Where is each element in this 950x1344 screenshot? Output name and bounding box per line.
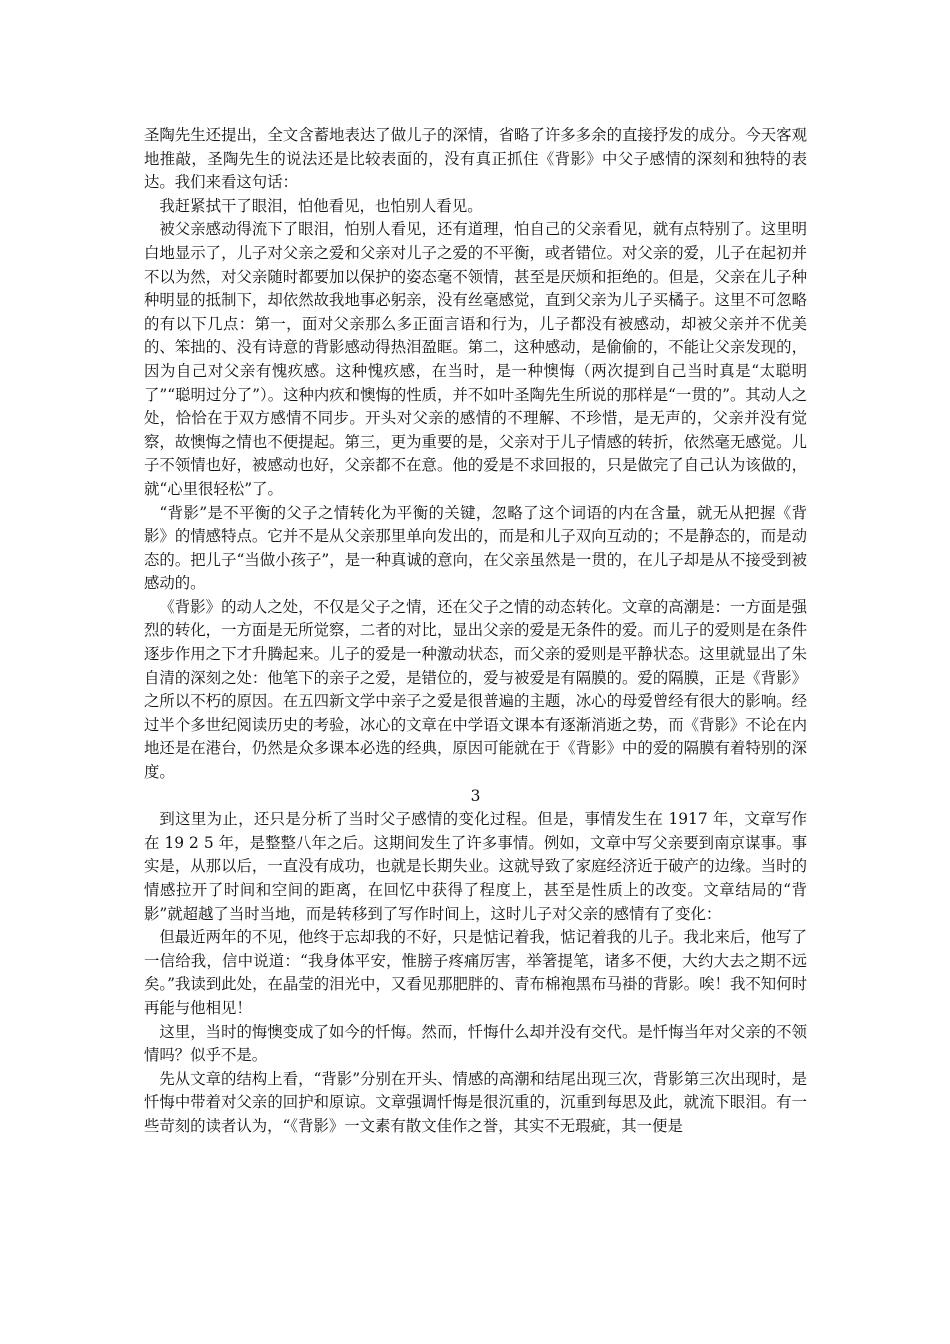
section-number: 3 <box>470 786 481 805</box>
document-body <box>144 124 807 1139</box>
paragraph-3: “背影”是不平衡的父子之情转化为平衡的关键，忽略了这个词语的内在含量，就无从把握《背影》的情感特点。它并不是从父亲那里单向发出的，而是和儿子双向互动的；不是静态的，而是动态的。把儿子“当做小孩子”，是一种真诚的意向，在父亲虽然是一贯的，在儿子却是从不接受到被感动的。 <box>144 503 807 593</box>
quoted-passage: 但最近两年的不见，他终于忘却我的不好，只是惦记着我，惦记着我的儿子。我北来后，他写了一信给我，信中说道：“我身体平安，惟膀子疼痛厉害，举箸提笔，诸多不便，大约大去之期不远矣。”我读到此处，在晶莹的泪光中，又看见那肥胖的、青布棉袍黑布马褂的背影。唉！我不知何时再能与他相见！ <box>144 928 807 1017</box>
paragraph-7: 先从文章的结构上看，“背影”分别在开头、情感的高潮和结尾出现三次，背影第三次出现时，是忏悔中带着对父亲的回护和原谅。文章强调忏悔是很沉重的，沉重到每思及此，就流下眼泪。有一些苛刻的读者认为，“《背影》一文素有散文佳作之誉，其实不无瑕疵，其一便是 <box>144 1069 807 1135</box>
paragraph-5: 到这里为止，还只是分析了当时父子感情的变化过程。但是，事情发生在 1917 年，文章写作在 19 2 5 年，是整整八年之后。这期间发生了许多事情。例如，文章中写父亲要到南京谋事。事实是，从那以后，一直没有成功，也就是长期失业。这就导致了家庭经济近于破产的边缘。当时的情感拉开了时间和空间的距离，在回忆中获得了程度上，甚至是性质上的改变。文章结局的“背影”就超越了当时当地，而是转移到了写作时间上，这时儿子对父亲的感情有了变化： <box>144 810 807 923</box>
quoted-line: 我赶紧拭干了眼泪，怕他看见，也怕别人看见。 <box>159 196 483 215</box>
paragraph-6: 这里，当时的悔懊变成了如今的忏悔。然而，忏悔什么却并没有交代。是忏悔当年对父亲的不领情吗？似乎不是。 <box>144 1022 807 1065</box>
paragraph-4: 《背影》的动人之处，不仅是父子之情，还在父子之情的动态转化。文章的高潮是：一方面是强烈的转化，一方面是无所觉察，二者的对比，显出父亲的爱是无条件的爱。而儿子的爱则是在条件逐步作用之下才升腾起来。儿子的爱是一种激动状态，而父亲的爱则是平静状态。这里就显出了朱自清的深刻之处：他笔下的亲子之爱，是错位的，爱与被爱是有隔膜的。爱的隔膜，正是《背影》之所以不朽的原因。在五四新文学中亲子之爱是很普遍的主题，冰心的母爱曾经有很大的影响。经过半个多世纪阅读历史的考验，冰心的文章在中学语文课本有逐渐消逝之势，而《背影》不论在内地还是在港台，仍然是众多课本必选的经典，原因可能就在于《背影》中的爱的隔膜有着特别的深度。 <box>144 597 807 782</box>
paragraph-1: 圣陶先生还提出，全文含蓄地表达了做儿子的深情，省略了许多多余的直接抒发的成分。今天客观地推敲，圣陶先生的说法还是比较表面的，没有真正抓住《背影》中父子感情的深刻和独特的表达。我们来看这句话： <box>144 126 807 192</box>
paragraph-2: 被父亲感动得流下了眼泪，怕别人看见，还有道理，怕自己的父亲看见，就有点特别了。这里明白地显示了，儿子对父亲之爱和父亲对儿子之爱的不平衡，或者错位。对父亲的爱，儿子在起初并不以为然，对父亲随时都要加以保护的姿态毫不领情，甚至是厌烦和拒绝的。但是，父亲在儿子种种明显的抵制下，却依然故我地事必躬亲，没有丝毫感觉，直到父亲为儿子买橘子。这里不可忽略的有以下几点：第一，面对父亲那么多正面言语和行为，儿子都没有被感动，却被父亲并不优美的、笨拙的、没有诗意的背影感动得热泪盈眶。第二，这种感动，是偷偷的，不能让父亲发现的，因为自己对父亲有愧疚感。这种愧疚感，在当时，是一种懊悔（两次提到自己当时真是“太聪明了”“聪明过分了”）。这种内疚和懊悔的性质，并不如叶圣陶先生所说的那样是“一贯的”。其动人之处，恰恰在于双方感情不同步。开头对父亲的感情的不理解、不珍惜，是无声的，父亲并没有觉察，故懊悔之情也不便提起。第三，更为重要的是，父亲对于儿子情感的转折，依然毫无感觉。儿子不领情也好，被感动也好，父亲都不在意。他的爱是不求回报的，只是做完了自己认为该做的，就“心里很轻松”了。 <box>144 220 807 498</box>
